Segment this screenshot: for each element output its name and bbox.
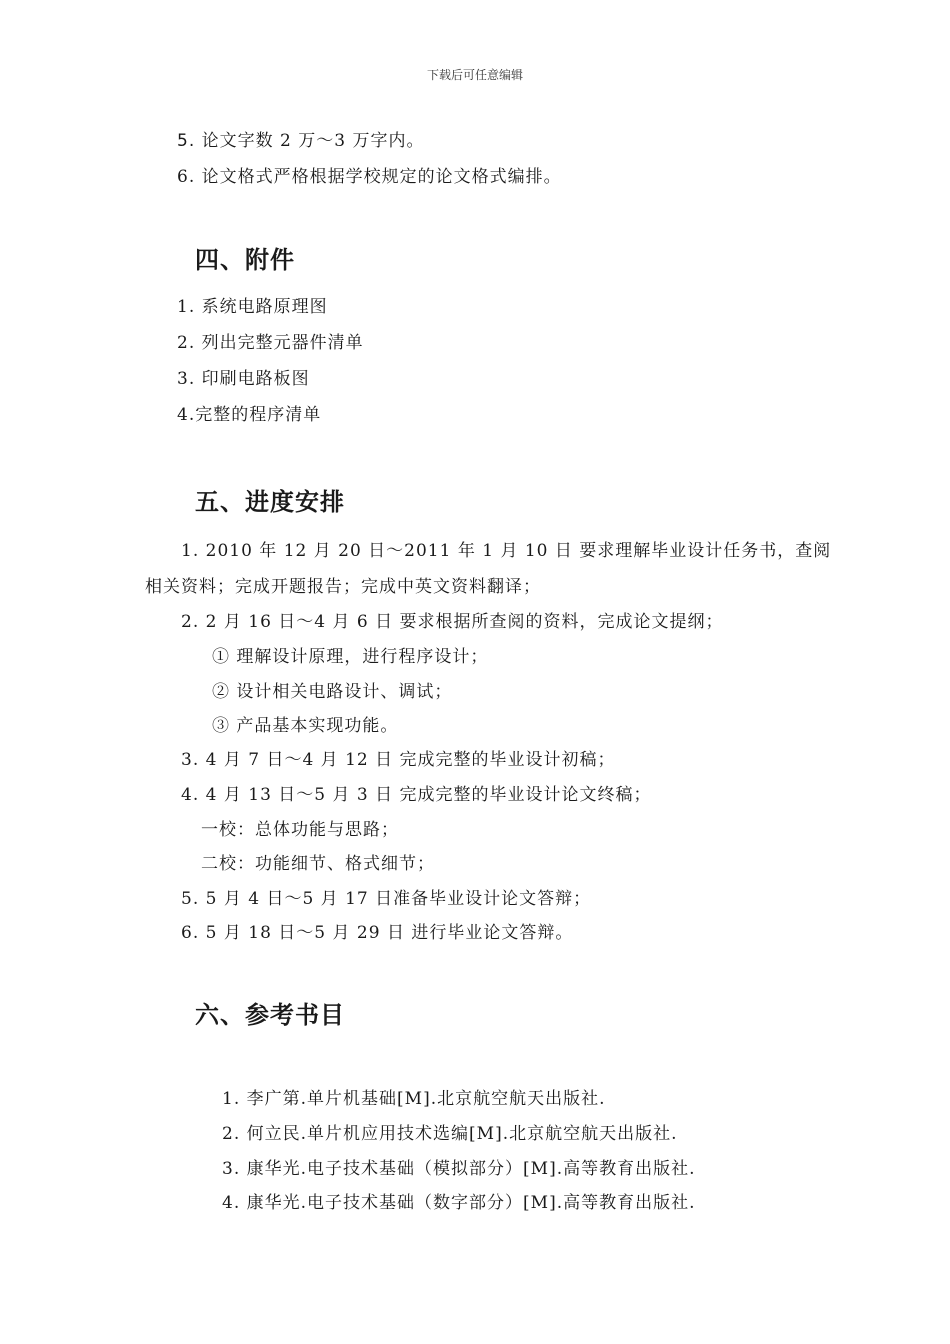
- schedule-line: 1. 2010 年 12 月 20 日～2011 年 1 月 10 日 要求理解毕业设计任务书，查阅: [181, 541, 832, 561]
- schedule-line: 3. 4 月 7 日～4 月 12 日 完成完整的毕业设计初稿；: [181, 750, 616, 770]
- section-title-attachments: 四、附件: [195, 246, 295, 274]
- list-item: [177, 162, 562, 187]
- schedule-line: 一校：总体功能与思路；: [201, 820, 399, 840]
- list-item: 2. 列出完整元器件清单: [177, 333, 364, 353]
- list-item: 1. 系统电路原理图: [177, 297, 328, 317]
- section-title-schedule: 五、进度安排: [195, 488, 345, 516]
- item-number: 5.: [177, 131, 196, 151]
- schedule-line: 相关资料；完成开题报告；完成中英文资料翻译；: [145, 577, 541, 597]
- schedule-line: 6. 5 月 18 日～5 月 29 日 进行毕业论文答辩。: [181, 923, 574, 943]
- list-item: 3. 印刷电路板图: [177, 369, 310, 389]
- schedule-line: ③ 产品基本实现功能。: [212, 716, 399, 736]
- page-header: 下载后可任意编辑: [426, 68, 523, 82]
- schedule-line: 2. 2 月 16 日～4 月 6 日 要求根据所查阅的资料，完成论文提纲；: [181, 612, 724, 632]
- item-number: 6.: [177, 167, 196, 187]
- section-title-references: 六、参考书目: [195, 1001, 345, 1029]
- schedule-line: ① 理解设计原理，进行程序设计；: [212, 647, 489, 667]
- reference-item: 1. 李广第.单片机基础[M].北京航空航天出版社.: [222, 1089, 606, 1109]
- schedule-line: 5. 5 月 4 日～5 月 17 日准备毕业设计论文答辩；: [181, 889, 592, 909]
- schedule-line: 4. 4 月 13 日～5 月 3 日 完成完整的毕业设计论文终稿；: [181, 785, 652, 805]
- item-text: 论文格式严格根据学校规定的论文格式编排。: [201, 167, 562, 187]
- schedule-line: ② 设计相关电路设计、调试；: [212, 682, 453, 702]
- reference-item: 2. 何立民.单片机应用技术选编[M].北京航空航天出版社.: [222, 1124, 678, 1144]
- list-item: 4.完整的程序清单: [177, 405, 322, 425]
- item-text: 论文字数 2 万～3 万字内。: [201, 131, 425, 151]
- list-item: [177, 126, 424, 151]
- reference-item: 3. 康华光.电子技术基础（模拟部分）[M].高等教育出版社.: [222, 1159, 696, 1179]
- reference-item: 4. 康华光.电子技术基础（数字部分）[M].高等教育出版社.: [222, 1193, 696, 1213]
- schedule-line: 二校：功能细节、格式细节；: [201, 854, 435, 874]
